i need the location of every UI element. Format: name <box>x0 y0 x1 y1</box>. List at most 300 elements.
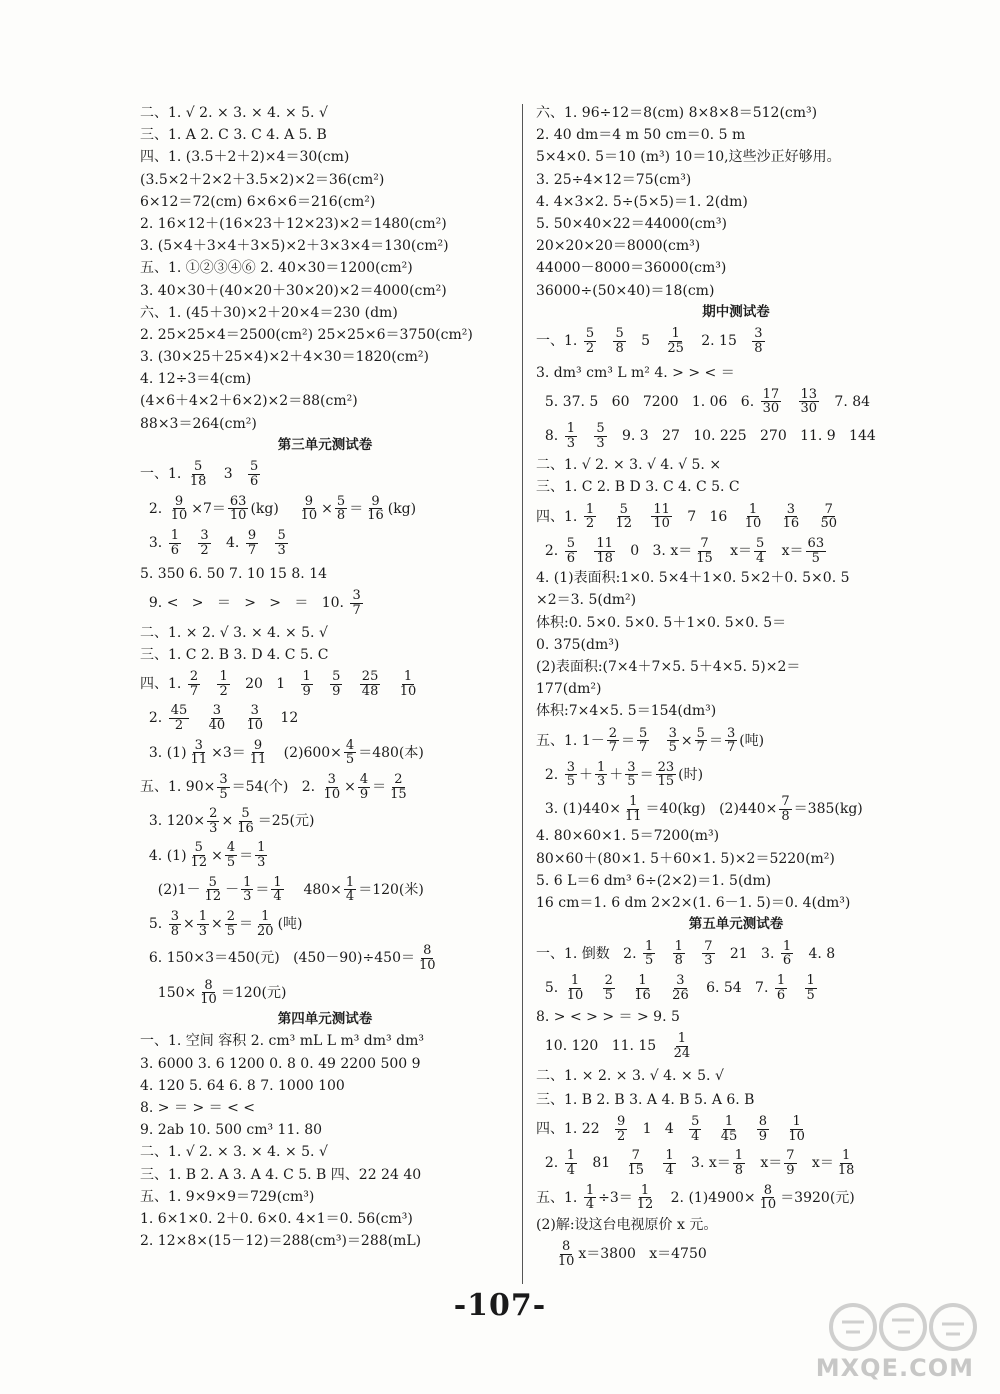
answer-text <box>655 979 668 997</box>
answer-text <box>636 508 649 526</box>
answer-line: 六、1. (45＋30)×2＋20×4＝230 (dm) <box>140 304 398 321</box>
fraction-numerator: 1 <box>566 420 575 436</box>
fraction-numerator: 2 <box>189 669 199 685</box>
fraction-denominator: 3 <box>198 923 208 939</box>
answer-text: 3. (1) <box>140 744 187 761</box>
answer-text: 3. x＝ <box>677 1155 731 1172</box>
fraction <box>781 503 802 531</box>
answer-text: 4. 8 <box>795 945 836 962</box>
answer-text: (2)600× <box>270 744 342 761</box>
answer-text: 一、1. <box>140 466 186 483</box>
fraction-denominator: 6 <box>170 542 179 558</box>
fraction <box>398 670 419 698</box>
answer-line: 4. 4×3×2. 5÷(5×5)＝1. 2(dm) <box>536 193 748 210</box>
fraction-denominator: 10 <box>557 1253 575 1269</box>
answer-text: 2. (1)4900× <box>657 1189 756 1206</box>
fraction-denominator: 3 <box>566 435 575 451</box>
fraction-numerator: 7 <box>781 794 790 810</box>
fraction-numerator: 3 <box>327 771 336 787</box>
fraction-numerator: 8 <box>423 943 432 959</box>
fraction-denominator: 5 <box>604 987 613 1003</box>
fraction-numerator: 1 <box>198 909 208 925</box>
answer-text <box>783 393 796 411</box>
fraction-denominator: 10 <box>399 683 417 699</box>
fraction-numerator: 45 <box>170 703 188 719</box>
answer-text: (吨) <box>277 916 303 933</box>
answer-line: 3. 25÷4×12＝75(cm³) <box>536 171 692 188</box>
fraction <box>672 1032 693 1060</box>
watermark <box>815 1302 978 1382</box>
answer-text: × <box>183 916 195 933</box>
fraction-denominator: 18 <box>596 550 613 566</box>
answer-text: ＝54(个) 2. <box>231 778 320 795</box>
fraction <box>365 495 386 523</box>
fraction <box>757 1115 769 1143</box>
answer-line: (2)表面积:(7×4＋7×5. 5＋4×5. 5)×2＝ <box>536 658 801 675</box>
fraction <box>248 460 260 488</box>
fraction-denominator: 9 <box>786 1162 795 1178</box>
fraction-numerator: 4 <box>345 737 355 753</box>
section-title: 第四单元测试卷 <box>277 1010 373 1027</box>
fraction <box>786 1115 807 1143</box>
fraction <box>651 503 672 531</box>
answer-text: 四、1. <box>140 676 186 693</box>
fraction-denominator: 9 <box>359 786 369 802</box>
fraction-denominator: 15 <box>390 786 407 802</box>
answer-line <box>140 589 510 617</box>
fraction <box>781 940 793 968</box>
fraction-numerator: 9 <box>247 527 257 543</box>
fraction-denominator: 6 <box>249 474 259 489</box>
answer-text: 9. 3 27 10. 225 270 11. 9 144 <box>608 428 876 445</box>
fraction <box>632 974 653 1002</box>
answer-text: x＝ <box>798 1155 834 1172</box>
fraction <box>189 841 210 869</box>
fraction-numerator: 5 <box>332 669 341 685</box>
fraction-denominator: 4 <box>756 550 765 566</box>
fraction-numerator: 63 <box>807 535 825 551</box>
answer-text: 4. (1) <box>140 847 187 864</box>
fraction <box>694 537 715 565</box>
fraction <box>613 327 625 355</box>
answer-text <box>579 542 592 560</box>
answer-line: 二、1. √ 2. × 3. √ 4. √ 5. × <box>536 457 722 474</box>
answer-text: 8. <box>536 428 563 445</box>
fraction-denominator: 16 <box>237 820 254 836</box>
fraction-denominator: 20 <box>257 923 274 939</box>
fraction-denominator: 4 <box>566 1162 575 1178</box>
fraction-numerator: 1 <box>806 972 815 988</box>
fraction <box>330 670 342 698</box>
answer-text <box>741 1120 754 1138</box>
answer-line: ×2＝3. 5(dm²) <box>536 592 637 609</box>
fraction-denominator: 12 <box>204 889 222 905</box>
fraction-denominator: 8 <box>734 1162 744 1178</box>
fraction-denominator: 10 <box>566 987 584 1003</box>
fraction-denominator: 8 <box>170 923 179 939</box>
answer-line: 8. > < > > ＝ > 9. 5 <box>536 1009 680 1026</box>
answer-line <box>536 1240 936 1268</box>
fraction <box>255 910 276 938</box>
answer-text: 2. <box>536 542 563 559</box>
fraction <box>169 495 190 523</box>
fraction-numerator: 3 <box>627 759 636 775</box>
answer-line: 3. 40×30＋(40×20＋30×20)×2＝4000(cm²) <box>140 282 447 299</box>
fraction <box>615 1115 627 1143</box>
answer-line: 5×4×0. 5＝10 (m³) 10＝10,这些沙正好够用。 <box>536 149 841 166</box>
fraction <box>565 422 577 450</box>
fraction <box>217 670 229 698</box>
fraction-numerator: 2 <box>394 771 403 787</box>
fraction <box>248 739 269 767</box>
answer-line: 8. > ＝ > ＝ < < <box>140 1099 255 1116</box>
answer-line: 2. 12×8×(15－12)＝288(cm³)＝288(mL) <box>140 1233 422 1250</box>
fraction-numerator: 1 <box>170 527 179 543</box>
fraction-numerator: 13 <box>800 386 818 402</box>
fraction-denominator: 3 <box>257 855 266 871</box>
fraction-numerator: 5 <box>208 874 217 890</box>
fraction-numerator: 3 <box>668 725 677 741</box>
fraction <box>188 670 200 698</box>
fraction <box>203 876 224 904</box>
fraction <box>643 940 655 968</box>
answer-text: 五、1. <box>536 1189 582 1206</box>
fraction <box>235 807 256 835</box>
fraction-numerator: 11 <box>596 535 613 551</box>
fraction-numerator: 1 <box>792 1114 801 1130</box>
fraction-denominator: 10 <box>653 516 670 532</box>
fraction-numerator: 5 <box>756 535 765 551</box>
fraction-numerator: 25 <box>361 669 379 685</box>
answer-line <box>140 807 510 835</box>
fraction <box>225 910 237 938</box>
answer-text <box>648 1154 661 1172</box>
answer-line: 3. dm³ cm³ L m² 4. > > < ＝ <box>536 364 735 381</box>
fraction-numerator: 5 <box>241 806 250 822</box>
fraction-numerator: 1 <box>638 972 647 988</box>
fraction-numerator: 1 <box>570 972 580 988</box>
answer-text: 4. <box>212 534 244 551</box>
answer-text <box>315 675 328 693</box>
answer-line: 4. 12÷3＝4(cm) <box>140 371 252 388</box>
fraction-numerator: 7 <box>631 1148 640 1164</box>
fraction-numerator: 1 <box>748 501 758 517</box>
fraction-denominator: 50 <box>820 516 838 532</box>
answer-text: 5. <box>140 916 167 933</box>
answer-line: 三、1. C 2. B D 3. C 4. C 5. C <box>536 479 740 496</box>
fraction-numerator: 2 <box>226 909 236 925</box>
fraction <box>207 807 219 835</box>
answer-line: 5. 350 6. 50 7. 10 15 8. 14 <box>140 566 328 583</box>
fraction-denominator: 8 <box>781 808 790 824</box>
fraction-denominator: 8 <box>336 508 346 524</box>
fraction-denominator: 18 <box>837 1162 855 1178</box>
answer-line: 三、1. B 2. B 3. A 4. B 5. A 6. B <box>536 1091 755 1108</box>
fraction <box>584 327 596 355</box>
fraction-denominator: 2 <box>616 1128 626 1144</box>
fraction-denominator: 6 <box>566 550 575 566</box>
fraction <box>169 529 181 557</box>
fraction-denominator: 5 <box>226 923 236 939</box>
fraction <box>197 910 209 938</box>
fraction-numerator: 4 <box>359 771 369 787</box>
fraction-numerator: 5 <box>585 326 595 342</box>
answer-line: 2. 16×12＋(16×23＋12×23)×2＝1480(cm²) <box>140 215 447 232</box>
fraction-numerator: 63 <box>229 493 247 509</box>
answer-text: 21 3. <box>716 945 779 962</box>
answer-line: 2. 25×25×4＝2500(cm²) 25×25×6＝3750(cm²) <box>140 326 473 343</box>
fraction-denominator: 24 <box>673 1046 691 1062</box>
fraction-numerator: 1 <box>243 874 252 890</box>
answer-text: x＝ <box>716 542 753 559</box>
answer-text: ＝120(米) <box>358 881 424 898</box>
fraction-denominator: 4 <box>691 1128 700 1144</box>
fraction <box>255 841 267 869</box>
fraction-numerator: 7 <box>824 501 833 517</box>
watermark-logo-icon <box>828 1302 978 1352</box>
fraction <box>752 327 764 355</box>
fraction-denominator: 16 <box>782 516 800 532</box>
fraction-denominator: 5 <box>811 550 820 566</box>
answer-line: 体积:0. 5×0. 5×0. 5＋1×0. 5×0. 5＝ <box>536 614 787 631</box>
fraction-numerator: 17 <box>762 386 780 402</box>
fraction-numerator: 1 <box>273 874 282 890</box>
fraction <box>594 537 615 565</box>
fraction-denominator: 30 <box>800 401 818 417</box>
fraction-denominator: 11 <box>249 752 267 768</box>
answer-text: ＝3920(元) <box>780 1189 855 1206</box>
answer-text: ＝40(kg) (2)440× <box>645 801 778 818</box>
fraction <box>417 944 438 972</box>
fraction <box>595 761 607 789</box>
fraction-numerator: 11 <box>653 501 670 517</box>
answer-line: 0. 375(dm³) <box>536 636 620 653</box>
answer-text: 一、1. <box>536 333 582 350</box>
answer-line <box>536 761 936 789</box>
fraction-numerator: 2 <box>608 725 617 741</box>
fraction <box>754 537 766 565</box>
fraction-denominator: 7 <box>639 740 648 756</box>
fraction-numerator: 8 <box>204 977 213 993</box>
answer-text: 7 16 <box>673 508 741 525</box>
answer-text: × <box>344 778 356 795</box>
answer-line: (2)解:设这台电视原价 x 元。 <box>536 1216 718 1233</box>
fraction-numerator: 3 <box>219 771 228 787</box>
fraction-numerator: 5 <box>691 1114 700 1130</box>
answer-text: 一、1. 倒数 2. <box>536 945 641 962</box>
fraction <box>271 876 283 904</box>
fraction <box>169 704 190 732</box>
fraction <box>335 495 347 523</box>
fraction-numerator: 3 <box>194 737 203 753</box>
fraction-numerator: 3 <box>170 909 179 925</box>
fraction <box>388 773 409 801</box>
answer-line <box>536 503 936 531</box>
fraction-numerator: 5 <box>696 725 705 741</box>
answer-text: ＝385(kg) <box>793 801 863 818</box>
answer-text: ＝ <box>255 881 270 898</box>
fraction <box>805 974 817 1002</box>
answer-text: × <box>221 813 234 830</box>
fraction <box>806 537 827 565</box>
answer-line <box>536 1032 936 1060</box>
fraction <box>584 503 596 531</box>
answer-line: 三、1. B 2. A 3. A 4. C 5. B 四、22 24 40 <box>140 1166 422 1183</box>
fraction-denominator: 12 <box>636 1197 654 1213</box>
fraction-numerator: 5 <box>194 840 203 856</box>
fraction-denominator: 16 <box>634 987 651 1003</box>
column-divider <box>522 104 523 1284</box>
answer-text: (kg) <box>250 500 297 517</box>
fraction-numerator: 1 <box>677 1031 686 1047</box>
fraction-numerator: 1 <box>302 669 311 685</box>
answer-text <box>789 979 802 997</box>
answer-text: (吨) <box>739 732 765 749</box>
fraction-denominator: 15 <box>657 774 675 790</box>
answer-text: 0 3. x＝ <box>616 542 693 559</box>
fraction-denominator: 12 <box>615 516 632 532</box>
fraction <box>784 1149 796 1177</box>
fraction-denominator: 2 <box>585 340 595 356</box>
fraction-denominator: 7 <box>608 740 617 756</box>
fraction-numerator: 1 <box>257 840 266 856</box>
answer-text: 2. 15 <box>687 333 751 350</box>
fraction-numerator: 3 <box>352 588 361 604</box>
fraction <box>556 1240 577 1268</box>
answer-text: 3. (1)440× <box>536 801 621 818</box>
answer-text <box>651 732 664 750</box>
answer-line <box>140 670 510 698</box>
answer-line: 4. 80×60×1. 5＝7200(m³) <box>536 828 720 845</box>
fraction-numerator: 1 <box>403 669 413 685</box>
fraction-numerator: 5 <box>619 501 628 517</box>
answer-line: 1. 6×1×0. 2＋0. 6×0. 4×1＝0. 56(cm³) <box>140 1210 413 1227</box>
answer-text: ＝ <box>639 766 654 783</box>
fraction-numerator: 5 <box>596 420 605 436</box>
answer-line: 3. 6000 3. 6 1200 0. 8 0. 49 2200 500 9 <box>140 1055 421 1072</box>
answer-text: 2. <box>536 1155 563 1172</box>
fraction-denominator: 18 <box>189 474 207 489</box>
fraction <box>667 727 679 755</box>
answer-text: ＝ <box>349 500 364 517</box>
answer-text <box>382 675 395 693</box>
fraction <box>743 503 764 531</box>
fraction-denominator: 3 <box>596 435 605 451</box>
answer-line: 3. (5×4＋3×4＋3×5)×2＋3×3×4＝130(cm²) <box>140 238 449 255</box>
answer-line <box>140 739 510 767</box>
fraction-denominator: 10 <box>323 786 341 802</box>
fraction <box>207 704 228 732</box>
fraction <box>836 1149 857 1177</box>
answer-text: 81 <box>579 1155 624 1172</box>
fraction-numerator: 1 <box>644 938 654 954</box>
fraction <box>761 388 782 416</box>
answer-text: ＋ <box>579 766 593 783</box>
fraction-numerator: 1 <box>585 501 595 517</box>
fraction <box>358 773 370 801</box>
answer-line: 二、1. × 2. √ 3. × 4. × 5. √ <box>140 624 328 641</box>
fraction-numerator: 1 <box>640 1182 650 1198</box>
answer-line: 4. (1)表面积:1×0. 5×4＋1×0. 5×2＋0. 5×0. 5 <box>536 570 850 587</box>
answer-text <box>260 534 273 552</box>
fraction-denominator: 11 <box>190 752 208 768</box>
answer-text: x＝3800 x＝4750 <box>578 1246 707 1263</box>
fraction-denominator: 4 <box>345 889 355 905</box>
fraction <box>189 739 210 767</box>
fraction <box>350 589 362 617</box>
fraction-denominator: 7 <box>189 683 199 699</box>
fraction-numerator: 3 <box>250 703 259 719</box>
section-title: 第五单元测试卷 <box>688 916 784 933</box>
answer-text <box>183 534 196 552</box>
answer-text: 5 <box>627 333 664 350</box>
fraction-denominator: 45 <box>720 1128 738 1144</box>
answer-text: (时) <box>678 766 704 783</box>
answer-line <box>536 1115 936 1143</box>
fraction-numerator: 7 <box>786 1148 795 1164</box>
answer-text <box>771 1120 784 1138</box>
answer-text: 10. 120 11. 15 <box>536 1038 670 1055</box>
answer-line: 五、1. 9×9×9＝729(cm³) <box>140 1188 315 1205</box>
answer-text: ÷3＝ <box>598 1189 633 1206</box>
answer-text <box>765 508 778 526</box>
fraction-denominator: 15 <box>627 1162 645 1178</box>
fraction <box>665 327 686 355</box>
answer-text <box>703 1120 716 1138</box>
fraction-denominator: 5 <box>668 740 677 756</box>
fraction-denominator: 40 <box>208 717 226 733</box>
fraction-denominator: 15 <box>696 550 713 566</box>
answer-line <box>536 1184 936 1212</box>
fraction <box>275 529 287 557</box>
fraction-denominator: 7 <box>247 542 257 558</box>
fraction-numerator: 9 <box>174 493 184 509</box>
fraction-numerator: 9 <box>253 737 263 753</box>
fraction <box>819 503 840 531</box>
fraction-denominator: 10 <box>200 992 217 1008</box>
answer-text: × <box>321 500 333 517</box>
fraction-numerator: 8 <box>763 1182 773 1198</box>
fraction <box>198 979 219 1007</box>
answer-line: 一、1. 空间 容积 2. cm³ mL L m³ dm³ dm³ <box>140 1033 424 1050</box>
answer-text: 3. <box>140 534 167 551</box>
answer-line: (3.5×2＋2×2＋3.5×2)×2＝36(cm²) <box>140 171 385 188</box>
answer-text: ＝ <box>621 732 635 749</box>
fraction <box>623 795 644 823</box>
answer-line <box>140 944 510 972</box>
fraction-denominator: 4 <box>585 1197 595 1213</box>
answer-line <box>536 974 936 1002</box>
fraction-numerator: 1 <box>629 794 638 810</box>
fraction-numerator: 1 <box>671 326 680 342</box>
fraction <box>322 773 343 801</box>
fraction-numerator: 1 <box>597 759 606 775</box>
answer-text: 2. <box>536 766 563 783</box>
fraction-numerator: 3 <box>726 725 736 741</box>
answer-line: 五、1. ①②③④⑥ 2. 40×30＝1200(cm²) <box>140 260 413 277</box>
fraction-denominator: 7 <box>352 603 361 619</box>
fraction <box>594 422 606 450</box>
fraction-numerator: 1 <box>841 1148 851 1164</box>
fraction <box>565 1149 577 1177</box>
fraction-denominator: 2 <box>585 516 595 532</box>
section-title: 期中测试卷 <box>702 303 770 320</box>
fraction-numerator: 9 <box>616 1114 626 1130</box>
answer-text: 四、1. <box>536 508 582 525</box>
answer-text: ＋ <box>609 766 624 783</box>
fraction-denominator: 16 <box>367 508 384 524</box>
answer-text: × <box>211 847 223 864</box>
